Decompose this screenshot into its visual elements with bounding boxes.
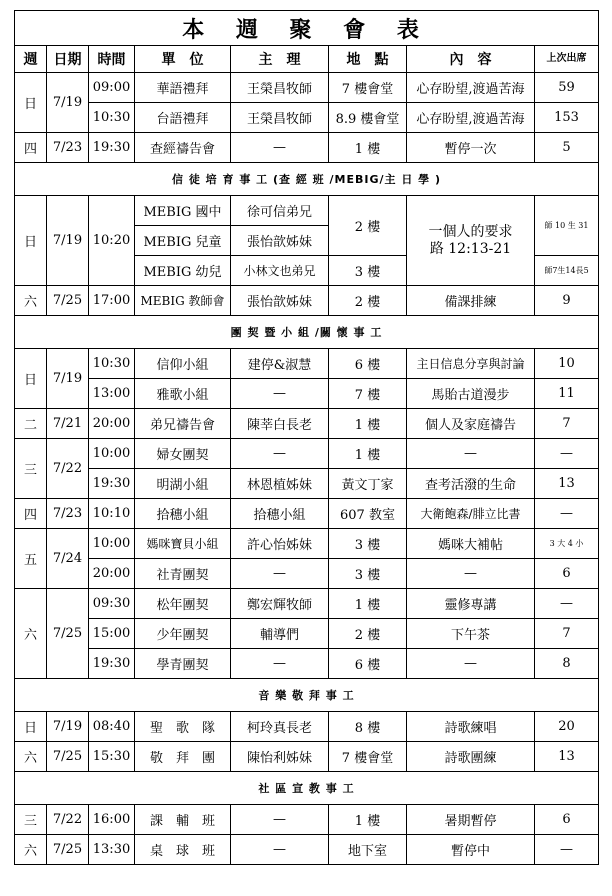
header-date: 日期 <box>47 46 89 73</box>
cell-leader: 柯玲真長老 <box>231 712 329 742</box>
cell-unit: 台語禮拜 <box>135 103 231 133</box>
cell-content: 媽咪大補帖 <box>407 529 535 559</box>
cell-place: 7 樓會堂 <box>329 742 407 772</box>
cell-place: 1 樓 <box>329 805 407 835</box>
section-row <box>15 772 599 805</box>
table-row <box>15 499 599 529</box>
cell-day: 三 <box>15 439 47 499</box>
cell-last: 師7生14長5 <box>535 256 599 286</box>
cell-time: 10:30 <box>89 103 135 133</box>
table-row <box>15 133 599 163</box>
header-time: 時間 <box>89 46 135 73</box>
table-row <box>15 73 599 103</box>
table-row <box>15 286 599 316</box>
cell-place: 1 樓 <box>329 439 407 469</box>
table-row <box>15 712 599 742</box>
cell-last: — <box>535 835 599 865</box>
cell-unit: 婦女團契 <box>135 439 231 469</box>
cell-unit: 雅歌小組 <box>135 379 231 409</box>
cell-leader: — <box>231 439 329 469</box>
cell-time: 10:30 <box>89 349 135 379</box>
cell-place: 6 樓 <box>329 649 407 679</box>
cell-last: 153 <box>535 103 599 133</box>
cell-leader: — <box>231 835 329 865</box>
header-day: 週 <box>15 46 47 73</box>
cell-content: 暫停中 <box>407 835 535 865</box>
cell-time: 08:40 <box>89 712 135 742</box>
cell-place: 7 樓 <box>329 379 407 409</box>
cell-last: — <box>535 499 599 529</box>
cell-date: 7/25 <box>47 589 89 679</box>
cell-place: 黃文丁家 <box>329 469 407 499</box>
cell-unit: MEBIG 國中 <box>135 196 231 226</box>
cell-unit: 媽咪寶貝小組 <box>135 529 231 559</box>
cell-unit: 社青團契 <box>135 559 231 589</box>
cell-date: 7/19 <box>47 349 89 409</box>
cell-last: 6 <box>535 559 599 589</box>
cell-time: 15:00 <box>89 619 135 649</box>
cell-unit: MEBIG 兒童 <box>135 226 231 256</box>
cell-content: — <box>407 649 535 679</box>
cell-date: 7/23 <box>47 133 89 163</box>
cell-content: — <box>407 559 535 589</box>
cell-unit: 查經禱告會 <box>135 133 231 163</box>
cell-content: 馬貽古道漫步 <box>407 379 535 409</box>
cell-content: 詩歌團練 <box>407 742 535 772</box>
section-title-community: 社 區 宣 教 事 工 <box>15 772 599 805</box>
table-row <box>15 409 599 439</box>
table-row <box>15 469 599 499</box>
cell-last: 13 <box>535 742 599 772</box>
cell-leader: 張怡歆姊妹 <box>231 226 329 256</box>
header-content: 內 容 <box>407 46 535 73</box>
header-leader: 主 理 <box>231 46 329 73</box>
cell-time: 13:30 <box>89 835 135 865</box>
cell-leader: 王榮昌牧師 <box>231 73 329 103</box>
table-row <box>15 649 599 679</box>
table-row <box>15 619 599 649</box>
cell-place: 2 樓 <box>329 286 407 316</box>
cell-place: 1 樓 <box>329 409 407 439</box>
cell-place: 1 樓 <box>329 589 407 619</box>
cell-leader: 陳莘白長老 <box>231 409 329 439</box>
cell-date: 7/19 <box>47 73 89 133</box>
header-row <box>15 46 599 73</box>
cell-date: 7/19 <box>47 712 89 742</box>
cell-unit: 少年團契 <box>135 619 231 649</box>
weekly-meeting-table <box>14 10 599 865</box>
table-row <box>15 103 599 133</box>
cell-place: 6 樓 <box>329 349 407 379</box>
cell-last: — <box>535 439 599 469</box>
cell-unit: 學青團契 <box>135 649 231 679</box>
cell-time: 19:30 <box>89 133 135 163</box>
cell-time: 13:00 <box>89 379 135 409</box>
schedule <box>14 10 598 865</box>
table-row <box>15 835 599 865</box>
cell-leader: 小林文也弟兄 <box>231 256 329 286</box>
table-row <box>15 559 599 589</box>
cell-day: 四 <box>15 499 47 529</box>
cell-leader: — <box>231 649 329 679</box>
cell-leader: 許心怡姊妹 <box>231 529 329 559</box>
table-row <box>15 379 599 409</box>
cell-unit: MEBIG 教師會 <box>135 286 231 316</box>
cell-content: 主日信息分享與討論 <box>407 349 535 379</box>
cell-day: 六 <box>15 835 47 865</box>
cell-leader: 輔導們 <box>231 619 329 649</box>
table-row <box>15 529 599 559</box>
cell-day: 日 <box>15 712 47 742</box>
cell-place: 3 樓 <box>329 529 407 559</box>
cell-place: 8.9 樓會堂 <box>329 103 407 133</box>
cell-last: 5 <box>535 133 599 163</box>
cell-last: 8 <box>535 649 599 679</box>
cell-unit: 敬 拜 團 <box>135 742 231 772</box>
cell-time: 19:30 <box>89 649 135 679</box>
cell-place: 607 教室 <box>329 499 407 529</box>
cell-date: 7/23 <box>47 499 89 529</box>
cell-time: 10:00 <box>89 529 135 559</box>
table-row <box>15 196 599 226</box>
cell-content: 下午茶 <box>407 619 535 649</box>
section-row <box>15 316 599 349</box>
cell-content: 心存盼望,渡過苦海 <box>407 73 535 103</box>
cell-content: 暫停一次 <box>407 133 535 163</box>
cell-time: 15:30 <box>89 742 135 772</box>
cell-day: 四 <box>15 133 47 163</box>
cell-date: 7/25 <box>47 286 89 316</box>
cell-last: 9 <box>535 286 599 316</box>
cell-unit: 明湖小組 <box>135 469 231 499</box>
cell-time: 20:00 <box>89 409 135 439</box>
cell-leader: 拾穗小組 <box>231 499 329 529</box>
cell-time: 09:00 <box>89 73 135 103</box>
table-row <box>15 805 599 835</box>
cell-last: 20 <box>535 712 599 742</box>
cell-time: 20:00 <box>89 559 135 589</box>
cell-last: 6 <box>535 805 599 835</box>
cell-place: 2 樓 <box>329 619 407 649</box>
cell-content: 個人及家庭禱告 <box>407 409 535 439</box>
cell-unit: 松年團契 <box>135 589 231 619</box>
cell-last: 7 <box>535 619 599 649</box>
cell-place: 8 樓 <box>329 712 407 742</box>
cell-last: 10 <box>535 349 599 379</box>
cell-last: 師 10 生 31 <box>535 196 599 256</box>
cell-content: 一個人的要求 路 12:13-21 <box>407 196 535 286</box>
table-row <box>15 589 599 619</box>
header-unit: 單 位 <box>135 46 231 73</box>
cell-place: 1 樓 <box>329 133 407 163</box>
cell-day: 六 <box>15 589 47 679</box>
cell-unit: 聖 歌 隊 <box>135 712 231 742</box>
cell-last: — <box>535 589 599 619</box>
cell-last: 7 <box>535 409 599 439</box>
cell-unit: 信仰小組 <box>135 349 231 379</box>
cell-content: 查考活潑的生命 <box>407 469 535 499</box>
cell-content: 大衛飽森/腓立比書 <box>407 499 535 529</box>
cell-place: 地下室 <box>329 835 407 865</box>
cell-date: 7/21 <box>47 409 89 439</box>
cell-leader: — <box>231 133 329 163</box>
section-row <box>15 163 599 196</box>
section-title-fellowship: 團 契 暨 小 組 /關 懷 事 工 <box>15 316 599 349</box>
cell-leader: 林恩植姊妹 <box>231 469 329 499</box>
cell-day: 五 <box>15 529 47 589</box>
cell-place: 3 樓 <box>329 559 407 589</box>
cell-date: 7/24 <box>47 529 89 589</box>
cell-leader: — <box>231 559 329 589</box>
header-place: 地 點 <box>329 46 407 73</box>
cell-leader: 建停&淑慧 <box>231 349 329 379</box>
cell-date: 7/25 <box>47 835 89 865</box>
cell-leader: 徐可信弟兄 <box>231 196 329 226</box>
cell-content: 詩歌練唱 <box>407 712 535 742</box>
title-row <box>15 11 599 46</box>
cell-content: 備課排練 <box>407 286 535 316</box>
cell-time: 17:00 <box>89 286 135 316</box>
cell-unit: 桌 球 班 <box>135 835 231 865</box>
cell-leader: 陳怡利姊妹 <box>231 742 329 772</box>
table-row <box>15 349 599 379</box>
cell-day: 二 <box>15 409 47 439</box>
cell-unit: MEBIG 幼兒 <box>135 256 231 286</box>
cell-content: — <box>407 439 535 469</box>
cell-day: 六 <box>15 286 47 316</box>
cell-unit: 弟兄禱告會 <box>135 409 231 439</box>
cell-date: 7/22 <box>47 805 89 835</box>
section-row <box>15 679 599 712</box>
section-title-worship-music: 音 樂 敬 拜 事 工 <box>15 679 599 712</box>
cell-day: 三 <box>15 805 47 835</box>
cell-place: 7 樓會堂 <box>329 73 407 103</box>
cell-date: 7/19 <box>47 196 89 286</box>
cell-leader: 鄭宏輝牧師 <box>231 589 329 619</box>
cell-day: 日 <box>15 73 47 133</box>
header-last-attendance: 上次出席 <box>535 46 599 73</box>
cell-date: 7/25 <box>47 742 89 772</box>
cell-last: 11 <box>535 379 599 409</box>
cell-date: 7/22 <box>47 439 89 499</box>
cell-leader: — <box>231 805 329 835</box>
cell-place: 3 樓 <box>329 256 407 286</box>
cell-time: 10:00 <box>89 439 135 469</box>
section-title-discipleship: 信 徒 培 育 事 工 (查 經 班 /MEBIG/主 日 學 ) <box>15 163 599 196</box>
cell-day: 日 <box>15 349 47 409</box>
cell-time: 10:20 <box>89 196 135 286</box>
table-row <box>15 742 599 772</box>
cell-content: 心存盼望,渡過苦海 <box>407 103 535 133</box>
cell-last: 3 大 4 小 <box>535 529 599 559</box>
cell-time: 10:10 <box>89 499 135 529</box>
cell-unit: 課 輔 班 <box>135 805 231 835</box>
table-row <box>15 439 599 469</box>
cell-time: 09:30 <box>89 589 135 619</box>
cell-day: 日 <box>15 196 47 286</box>
cell-leader: 王榮昌牧師 <box>231 103 329 133</box>
cell-last: 59 <box>535 73 599 103</box>
cell-last: 13 <box>535 469 599 499</box>
cell-content: 暑期暫停 <box>407 805 535 835</box>
cell-time: 16:00 <box>89 805 135 835</box>
cell-leader: 張怡歆姊妹 <box>231 286 329 316</box>
cell-unit: 拾穗小組 <box>135 499 231 529</box>
cell-place: 2 樓 <box>329 196 407 256</box>
cell-leader: — <box>231 379 329 409</box>
cell-day: 六 <box>15 742 47 772</box>
cell-time: 19:30 <box>89 469 135 499</box>
cell-unit: 華語禮拜 <box>135 73 231 103</box>
cell-content: 靈修專講 <box>407 589 535 619</box>
table-title: 本 週 聚 會 表 <box>15 11 599 46</box>
